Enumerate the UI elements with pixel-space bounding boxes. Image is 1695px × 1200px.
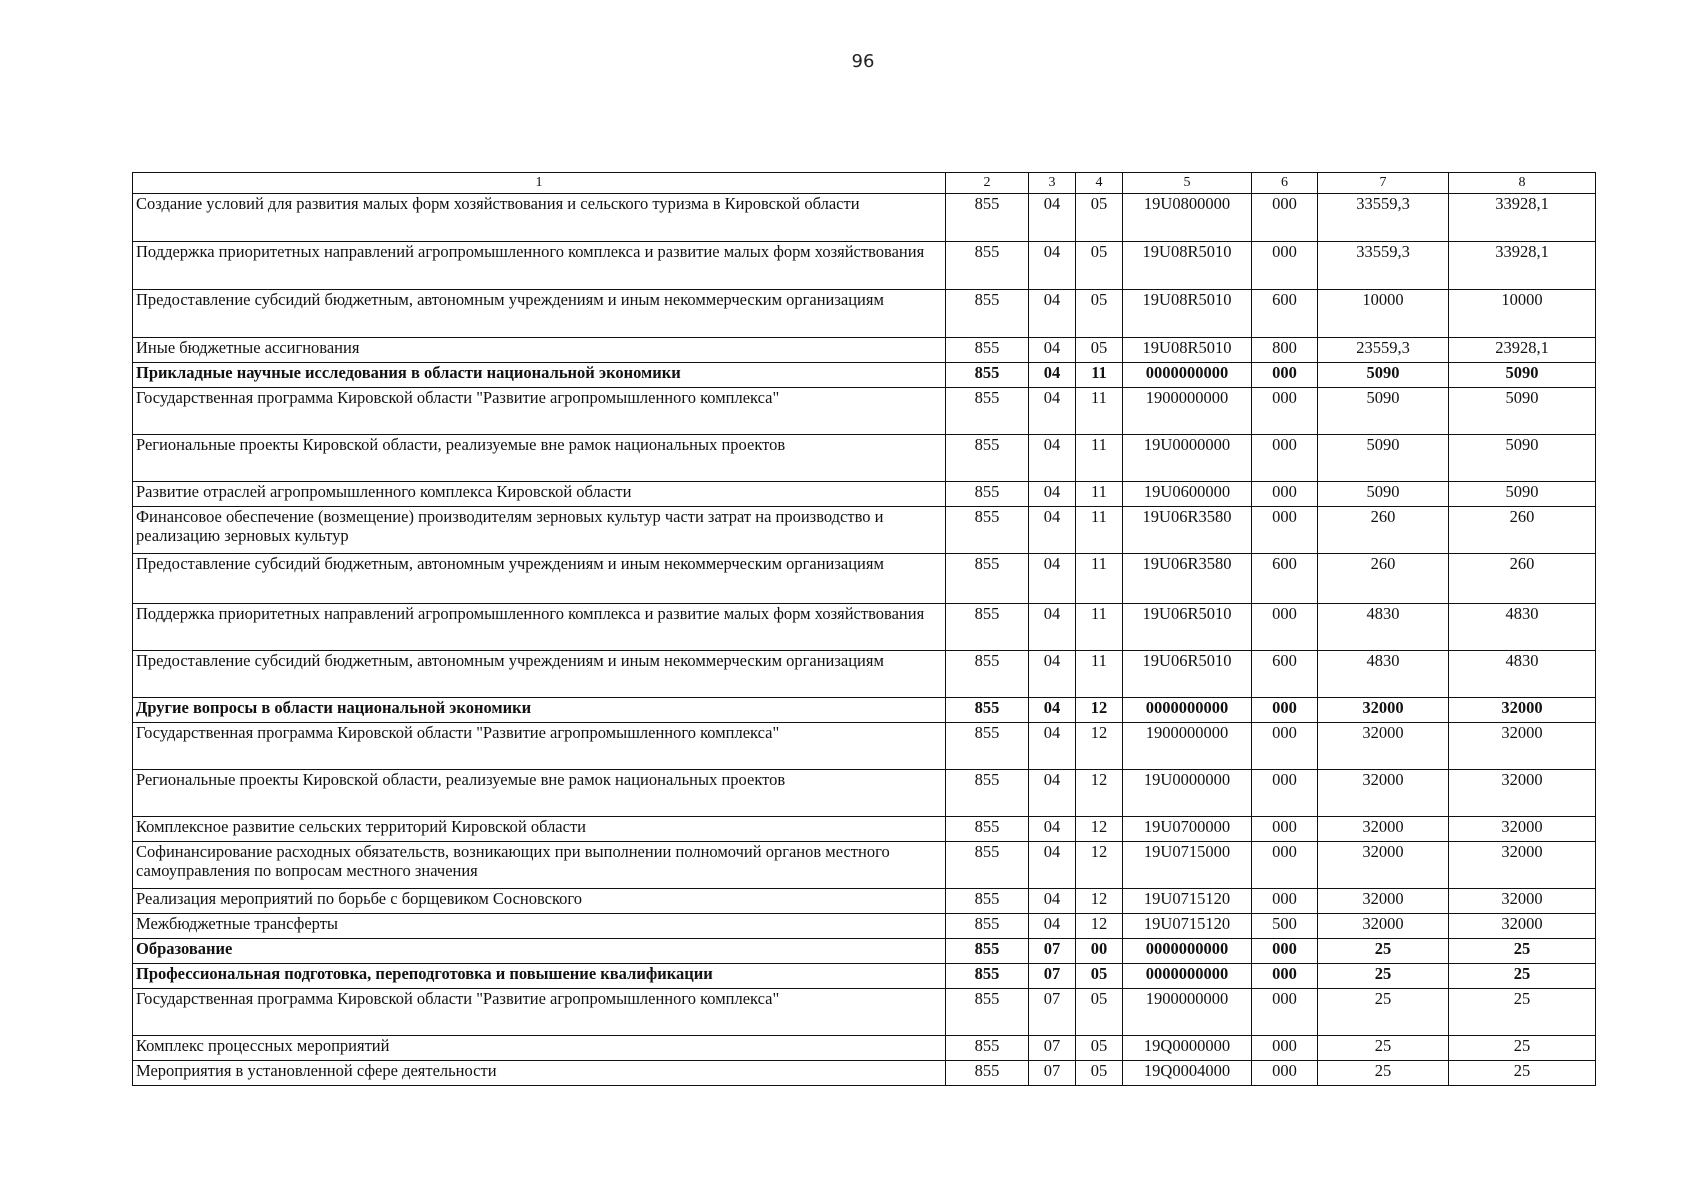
cell-rz: 04 [1029, 507, 1076, 554]
cell-pr: 05 [1076, 338, 1123, 363]
cell-amount-2: 25 [1449, 1036, 1596, 1061]
cell-gr: 855 [946, 363, 1029, 388]
table-row [133, 770, 1596, 817]
cell-cs: 19U0000000 [1123, 435, 1252, 482]
cell-pr: 12 [1076, 698, 1123, 723]
cell-amount-2: 25 [1449, 939, 1596, 964]
cell-rz: 07 [1029, 1036, 1076, 1061]
cell-cs: 19U0000000 [1123, 770, 1252, 817]
cell-cs: 0000000000 [1123, 698, 1252, 723]
cell-rz: 07 [1029, 989, 1076, 1036]
cell-amount-1: 25 [1318, 989, 1449, 1036]
cell-cs: 1900000000 [1123, 723, 1252, 770]
cell-pr: 11 [1076, 554, 1123, 604]
cell-amount-1: 260 [1318, 554, 1449, 604]
cell-gr: 855 [946, 1036, 1029, 1061]
cell-amount-1: 25 [1318, 939, 1449, 964]
cell-rz: 07 [1029, 964, 1076, 989]
cell-vr: 000 [1252, 964, 1318, 989]
cell-amount-2: 5090 [1449, 363, 1596, 388]
table-row [133, 989, 1596, 1036]
cell-rz: 04 [1029, 698, 1076, 723]
cell-name: Региональные проекты Кировской области, реализуемые вне рамок национальных проектов [133, 770, 946, 817]
table-row [133, 698, 1596, 723]
cell-amount-2: 4830 [1449, 651, 1596, 698]
cell-vr: 800 [1252, 338, 1318, 363]
cell-name: Софинансирование расходных обязательств, возникающих при выполнении полномочий органов местного самоуправления по вопросам местного значения [133, 842, 946, 889]
cell-name: Другие вопросы в области национальной экономики [133, 698, 946, 723]
cell-amount-2: 32000 [1449, 889, 1596, 914]
cell-gr: 855 [946, 914, 1029, 939]
cell-vr: 000 [1252, 194, 1318, 242]
cell-pr: 05 [1076, 964, 1123, 989]
cell-amount-2: 5090 [1449, 388, 1596, 435]
cell-vr: 600 [1252, 651, 1318, 698]
cell-amount-2: 32000 [1449, 698, 1596, 723]
cell-cs: 19U0600000 [1123, 482, 1252, 507]
cell-cs: 0000000000 [1123, 939, 1252, 964]
table-row [133, 914, 1596, 939]
cell-amount-2: 5090 [1449, 482, 1596, 507]
header-cell-6: 6 [1252, 173, 1318, 194]
header-cell-1: 1 [133, 173, 946, 194]
cell-amount-2: 33928,1 [1449, 194, 1596, 242]
cell-amount-1: 4830 [1318, 651, 1449, 698]
cell-amount-1: 5090 [1318, 363, 1449, 388]
table-row [133, 651, 1596, 698]
cell-cs: 19U08R5010 [1123, 290, 1252, 338]
cell-gr: 855 [946, 964, 1029, 989]
cell-name: Развитие отраслей агропромышленного комплекса Кировской области [133, 482, 946, 507]
header-cell-7: 7 [1318, 173, 1449, 194]
cell-cs: 19U0700000 [1123, 817, 1252, 842]
cell-vr: 000 [1252, 770, 1318, 817]
cell-amount-1: 33559,3 [1318, 194, 1449, 242]
cell-pr: 11 [1076, 388, 1123, 435]
cell-name: Иные бюджетные ассигнования [133, 338, 946, 363]
cell-amount-2: 32000 [1449, 723, 1596, 770]
cell-amount-2: 32000 [1449, 770, 1596, 817]
cell-pr: 12 [1076, 889, 1123, 914]
cell-rz: 04 [1029, 770, 1076, 817]
cell-cs: 19U06R5010 [1123, 604, 1252, 651]
cell-amount-1: 25 [1318, 1036, 1449, 1061]
cell-cs: 0000000000 [1123, 363, 1252, 388]
cell-pr: 12 [1076, 723, 1123, 770]
cell-rz: 04 [1029, 290, 1076, 338]
cell-amount-2: 23928,1 [1449, 338, 1596, 363]
cell-amount-1: 33559,3 [1318, 242, 1449, 290]
cell-cs: 19U08R5010 [1123, 242, 1252, 290]
cell-pr: 05 [1076, 290, 1123, 338]
table-row [133, 290, 1596, 338]
cell-amount-1: 32000 [1318, 770, 1449, 817]
cell-cs: 19Q0000000 [1123, 1036, 1252, 1061]
cell-vr: 000 [1252, 817, 1318, 842]
cell-vr: 000 [1252, 939, 1318, 964]
table-row [133, 1061, 1596, 1086]
cell-rz: 04 [1029, 363, 1076, 388]
table-row [133, 964, 1596, 989]
cell-gr: 855 [946, 338, 1029, 363]
cell-vr: 000 [1252, 698, 1318, 723]
cell-amount-2: 260 [1449, 554, 1596, 604]
cell-gr: 855 [946, 989, 1029, 1036]
cell-amount-2: 260 [1449, 507, 1596, 554]
cell-pr: 05 [1076, 194, 1123, 242]
cell-gr: 855 [946, 194, 1029, 242]
cell-rz: 04 [1029, 842, 1076, 889]
cell-name: Поддержка приоритетных направлений агропромышленного комплекса и развитие малых форм хозяйствования [133, 604, 946, 651]
cell-vr: 000 [1252, 482, 1318, 507]
cell-amount-2: 10000 [1449, 290, 1596, 338]
cell-name: Предоставление субсидий бюджетным, автономным учреждениям и иным некоммерческим организациям [133, 290, 946, 338]
cell-rz: 07 [1029, 939, 1076, 964]
cell-rz: 04 [1029, 338, 1076, 363]
cell-gr: 855 [946, 482, 1029, 507]
table-row [133, 507, 1596, 554]
cell-amount-1: 23559,3 [1318, 338, 1449, 363]
cell-rz: 04 [1029, 554, 1076, 604]
cell-amount-2: 32000 [1449, 842, 1596, 889]
cell-amount-1: 32000 [1318, 842, 1449, 889]
cell-pr: 12 [1076, 770, 1123, 817]
cell-gr: 855 [946, 723, 1029, 770]
cell-gr: 855 [946, 939, 1029, 964]
cell-rz: 04 [1029, 651, 1076, 698]
cell-vr: 000 [1252, 1036, 1318, 1061]
table-row [133, 482, 1596, 507]
cell-amount-1: 4830 [1318, 604, 1449, 651]
table-row [133, 242, 1596, 290]
cell-amount-2: 25 [1449, 989, 1596, 1036]
table-row [133, 363, 1596, 388]
cell-vr: 000 [1252, 989, 1318, 1036]
cell-pr: 11 [1076, 604, 1123, 651]
budget-table [132, 172, 1596, 1086]
cell-pr: 05 [1076, 1061, 1123, 1086]
table-row [133, 817, 1596, 842]
table-row [133, 842, 1596, 889]
cell-rz: 04 [1029, 242, 1076, 290]
cell-vr: 500 [1252, 914, 1318, 939]
cell-vr: 000 [1252, 388, 1318, 435]
cell-gr: 855 [946, 290, 1029, 338]
cell-rz: 04 [1029, 817, 1076, 842]
cell-rz: 04 [1029, 604, 1076, 651]
page-number: 96 [851, 51, 875, 72]
cell-gr: 855 [946, 817, 1029, 842]
cell-rz: 04 [1029, 914, 1076, 939]
cell-amount-1: 260 [1318, 507, 1449, 554]
cell-name: Региональные проекты Кировской области, реализуемые вне рамок национальных проектов [133, 435, 946, 482]
cell-pr: 05 [1076, 989, 1123, 1036]
cell-cs: 19U06R3580 [1123, 507, 1252, 554]
header-cell-4: 4 [1076, 173, 1123, 194]
header-cell-3: 3 [1029, 173, 1076, 194]
cell-gr: 855 [946, 435, 1029, 482]
cell-pr: 05 [1076, 242, 1123, 290]
table-row [133, 889, 1596, 914]
cell-vr: 000 [1252, 842, 1318, 889]
cell-amount-2: 32000 [1449, 817, 1596, 842]
cell-amount-1: 5090 [1318, 482, 1449, 507]
cell-amount-1: 32000 [1318, 723, 1449, 770]
cell-vr: 600 [1252, 554, 1318, 604]
cell-gr: 855 [946, 507, 1029, 554]
table-row [133, 435, 1596, 482]
cell-gr: 855 [946, 651, 1029, 698]
cell-vr: 000 [1252, 435, 1318, 482]
table-row [133, 1036, 1596, 1061]
cell-amount-1: 32000 [1318, 889, 1449, 914]
table-row [133, 604, 1596, 651]
cell-cs: 19U08R5010 [1123, 338, 1252, 363]
cell-name: Государственная программа Кировской области "Развитие агропромышленного комплекса" [133, 989, 946, 1036]
cell-rz: 04 [1029, 723, 1076, 770]
cell-gr: 855 [946, 698, 1029, 723]
cell-gr: 855 [946, 889, 1029, 914]
cell-pr: 11 [1076, 435, 1123, 482]
cell-pr: 11 [1076, 651, 1123, 698]
table-row [133, 338, 1596, 363]
table-header-row [133, 173, 1596, 194]
cell-vr: 000 [1252, 363, 1318, 388]
cell-vr: 000 [1252, 723, 1318, 770]
table-row [133, 388, 1596, 435]
cell-vr: 000 [1252, 889, 1318, 914]
cell-amount-1: 25 [1318, 964, 1449, 989]
cell-vr: 000 [1252, 242, 1318, 290]
cell-rz: 04 [1029, 388, 1076, 435]
cell-vr: 000 [1252, 604, 1318, 651]
cell-name: Поддержка приоритетных направлений агропромышленного комплекса и развитие малых форм хозяйствования [133, 242, 946, 290]
cell-gr: 855 [946, 1061, 1029, 1086]
cell-name: Образование [133, 939, 946, 964]
cell-amount-1: 5090 [1318, 435, 1449, 482]
cell-name: Финансовое обеспечение (возмещение) производителям зерновых культур части затрат на производство и реализацию зерновых культур [133, 507, 946, 554]
cell-amount-1: 32000 [1318, 817, 1449, 842]
cell-name: Государственная программа Кировской области "Развитие агропромышленного комплекса" [133, 723, 946, 770]
cell-name: Комплексное развитие сельских территорий Кировской области [133, 817, 946, 842]
cell-rz: 04 [1029, 889, 1076, 914]
cell-cs: 1900000000 [1123, 989, 1252, 1036]
cell-pr: 11 [1076, 482, 1123, 507]
cell-amount-2: 5090 [1449, 435, 1596, 482]
cell-cs: 19U0800000 [1123, 194, 1252, 242]
cell-amount-2: 4830 [1449, 604, 1596, 651]
cell-name: Создание условий для развития малых форм хозяйствования и сельского туризма в Кировской области [133, 194, 946, 242]
cell-gr: 855 [946, 554, 1029, 604]
cell-name: Межбюджетные трансферты [133, 914, 946, 939]
cell-name: Предоставление субсидий бюджетным, автономным учреждениям и иным некоммерческим организациям [133, 554, 946, 604]
cell-pr: 12 [1076, 914, 1123, 939]
table-row [133, 723, 1596, 770]
cell-gr: 855 [946, 242, 1029, 290]
cell-pr: 05 [1076, 1036, 1123, 1061]
cell-name: Профессиональная подготовка, переподготовка и повышение квалификации [133, 964, 946, 989]
cell-amount-1: 25 [1318, 1061, 1449, 1086]
cell-name: Государственная программа Кировской области "Развитие агропромышленного комплекса" [133, 388, 946, 435]
cell-name: Мероприятия в установленной сфере деятельности [133, 1061, 946, 1086]
header-cell-2: 2 [946, 173, 1029, 194]
cell-cs: 19U0715120 [1123, 914, 1252, 939]
cell-pr: 00 [1076, 939, 1123, 964]
cell-cs: 19U0715120 [1123, 889, 1252, 914]
cell-rz: 07 [1029, 1061, 1076, 1086]
cell-cs: 19U0715000 [1123, 842, 1252, 889]
cell-gr: 855 [946, 388, 1029, 435]
cell-gr: 855 [946, 604, 1029, 651]
cell-pr: 12 [1076, 817, 1123, 842]
cell-pr: 12 [1076, 842, 1123, 889]
cell-pr: 11 [1076, 507, 1123, 554]
cell-name: Реализация мероприятий по борьбе с борщевиком Сосновского [133, 889, 946, 914]
cell-amount-2: 25 [1449, 1061, 1596, 1086]
cell-gr: 855 [946, 770, 1029, 817]
cell-cs: 1900000000 [1123, 388, 1252, 435]
cell-name: Комплекс процессных мероприятий [133, 1036, 946, 1061]
cell-amount-2: 25 [1449, 964, 1596, 989]
table-row [133, 939, 1596, 964]
cell-amount-1: 32000 [1318, 698, 1449, 723]
cell-vr: 000 [1252, 507, 1318, 554]
cell-gr: 855 [946, 842, 1029, 889]
cell-cs: 0000000000 [1123, 964, 1252, 989]
cell-vr: 600 [1252, 290, 1318, 338]
header-cell-5: 5 [1123, 173, 1252, 194]
cell-name: Прикладные научные исследования в области национальной экономики [133, 363, 946, 388]
cell-amount-1: 32000 [1318, 914, 1449, 939]
table-row [133, 194, 1596, 242]
cell-amount-2: 33928,1 [1449, 242, 1596, 290]
cell-rz: 04 [1029, 435, 1076, 482]
cell-name: Предоставление субсидий бюджетным, автономным учреждениям и иным некоммерческим организациям [133, 651, 946, 698]
cell-amount-1: 5090 [1318, 388, 1449, 435]
cell-pr: 11 [1076, 363, 1123, 388]
cell-rz: 04 [1029, 482, 1076, 507]
cell-amount-1: 10000 [1318, 290, 1449, 338]
cell-amount-2: 32000 [1449, 914, 1596, 939]
cell-vr: 000 [1252, 1061, 1318, 1086]
cell-cs: 19Q0004000 [1123, 1061, 1252, 1086]
table-row [133, 554, 1596, 604]
cell-cs: 19U06R5010 [1123, 651, 1252, 698]
cell-cs: 19U06R3580 [1123, 554, 1252, 604]
table-body [133, 173, 1596, 1086]
header-cell-8: 8 [1449, 173, 1596, 194]
cell-rz: 04 [1029, 194, 1076, 242]
